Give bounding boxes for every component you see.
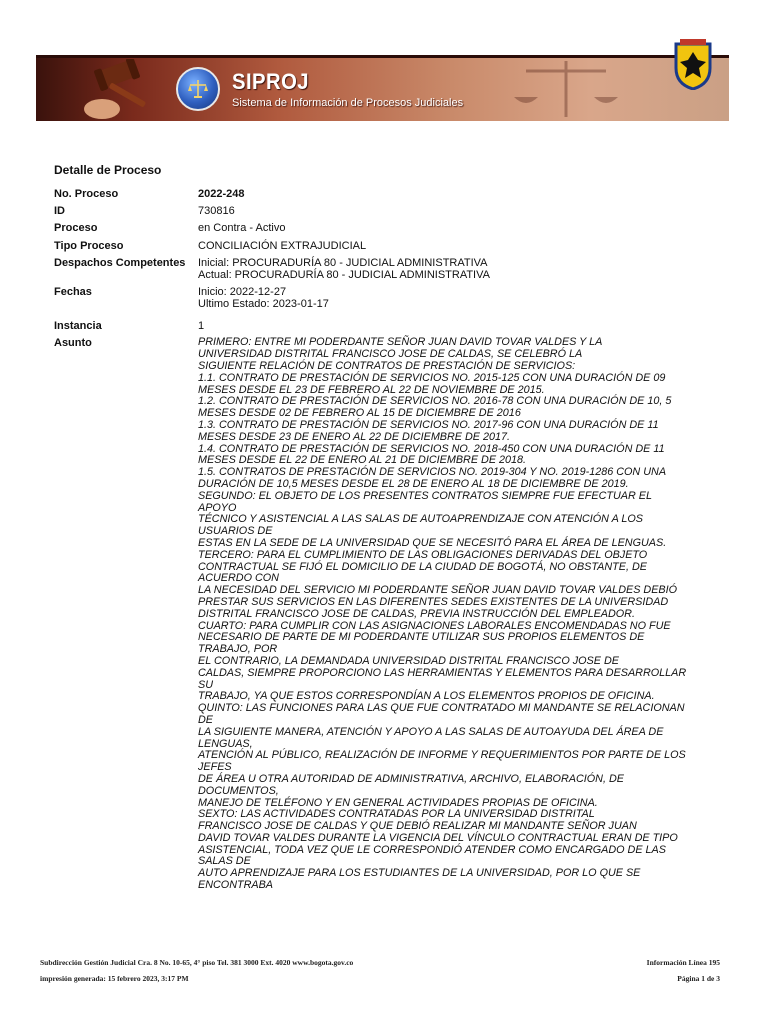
process-detail-table: [52, 188, 720, 892]
asunto-line: UNIVERSIDAD DISTRITAL FRANCISCO JOSE DE CALDAS, SE CELEBRÓ LA: [198, 348, 583, 361]
asunto-line: PRESTAR SUS SERVICIOS EN LAS DIFERENTES SEDES EXISTENTES DE LA UNIVERSIDAD: [198, 595, 669, 608]
asunto-line: ENCONTRABA: [198, 879, 273, 892]
asunto-line: TRABAJO, YA QUE ESTOS CORRESPONDÍAN A LOS ELEMENTOS PROPIOS DE OFICINA.: [198, 690, 655, 703]
field-label: Despachos Competentes: [54, 256, 186, 269]
asunto-line: SEGUNDO: EL OBJETO DE LOS PRESENTES CONTRATOS SIEMPRE FUE EFECTUAR EL: [198, 489, 652, 502]
asunto-line: DURACIÓN DE 10,5 MESES DESDE EL 28 DE ENERO AL 18 DE DICIEMBRE DE 2019.: [198, 477, 629, 490]
field-value: [198, 257, 720, 286]
field-value: [198, 320, 720, 337]
footer-info-line: Información Línea 195: [646, 958, 720, 967]
asunto-line: CONTRACTUAL SE FIJÓ EL DOMICILIO DE LA CIUDAD DE BOGOTÁ, NO OBSTANTE, DE: [198, 560, 647, 573]
asunto-line: LA SIGUIENTE MANERA, ATENCIÓN Y APOYO A LAS SALAS DE AUTOAYUDA DEL ÁREA DE: [198, 725, 664, 738]
asunto-line: SEXTO: LAS ACTIVIDADES CONTRATADAS POR LA UNIVERSIDAD DISTRITAL: [198, 808, 595, 821]
asunto-line: PRIMERO: ENTRE MI PODERDANTE SEÑOR JUAN DAVID TOVAR VALDES Y LA: [198, 336, 603, 349]
asunto-line: LENGUAS,: [198, 737, 253, 750]
asunto-text: [198, 337, 720, 891]
asunto-line: JEFES: [198, 761, 232, 774]
asunto-line: DAVID TOVAR VALDES DURANTE LA VIGENCIA DEL VÍNCULO CONTRACTUAL ERAN DE TIPO: [198, 831, 678, 844]
field-value-line: en Contra - Activo: [198, 222, 286, 235]
asunto-line: DOCUMENTOS,: [198, 784, 279, 797]
asunto-line: MESES DESDE 02 DE FEBRERO AL 15 DE DICIEMBRE DE 2016: [198, 407, 521, 420]
field-row-fechas: [52, 286, 720, 320]
field-label: Proceso: [54, 222, 98, 235]
field-value-line: 2022-248: [198, 188, 245, 200]
asunto-line: MANEJO DE TELÉFONO Y EN GENERAL ACTIVIDADES PROPIAS DE OFICINA.: [198, 796, 598, 809]
asunto-line: TRABAJO, POR: [198, 643, 278, 656]
field-value-line: Ultimo Estado: 2023-01-17: [198, 298, 329, 311]
asunto-line: DISTRITAL FRANCISCO JOSE DE CALDAS, PREVIA INSTRUCCIÓN DEL EMPLEADOR.: [198, 607, 635, 620]
asunto-line: 1.3. CONTRATO DE PRESTACIÓN DE SERVICIOS NO. 2017-96 CON UNA DURACIÓN DE 11: [198, 419, 659, 431]
asunto-line: EL CONTRARIO, LA DEMANDADA UNIVERSIDAD DISTRITAL FRANCISCO JOSE DE: [198, 654, 619, 667]
asunto-line: 1.1. CONTRATO DE PRESTACIÓN DE SERVICIOS NO. 2015-125 CON UNA DURACIÓN DE 09: [198, 371, 666, 384]
field-row-no-proceso: [52, 188, 720, 205]
asunto-line: 1.5. CONTRATOS DE PRESTACIÓN DE SERVICIOS NO. 2019-304 Y NO. 2019-1286 CON UNA: [198, 466, 667, 479]
field-value-line: 1: [198, 320, 205, 333]
bogota-coat-of-arms-icon: [672, 38, 714, 90]
field-value: [198, 205, 720, 222]
asunto-line: SALAS DE: [198, 855, 251, 868]
field-row-proceso: [52, 222, 720, 239]
field-row-id: [52, 205, 720, 222]
field-value: [198, 286, 720, 320]
asunto-line: MESES DESDE EL 23 DE FEBRERO AL 22 DE NOVIEMBRE DE 2015.: [198, 383, 545, 396]
field-row-instancia: [52, 320, 720, 337]
asunto-line: ESTAS EN LA SEDE DE LA UNIVERSIDAD QUE SE NECESITÓ PARA EL ÁREA DE LENGUAS.: [198, 536, 667, 549]
asunto-line: TERCERO: PARA EL CUMPLIMIENTO DE LAS OBLIGACIONES DERIVADAS DEL OBJETO: [198, 548, 648, 561]
field-label: ID: [54, 205, 65, 218]
field-row-asunto: [52, 337, 720, 891]
page-title: Detalle de Proceso: [54, 163, 162, 177]
asunto-line: SU: [198, 678, 213, 691]
asunto-line: QUINTO: LAS FUNCIONES PARA LAS QUE FUE CONTRATADO MI MANDANTE SE RELACIONAN: [198, 702, 685, 715]
field-label: Fechas: [54, 286, 92, 299]
gavel-icon: [82, 59, 174, 121]
field-value-line: 730816: [198, 205, 235, 218]
field-value: [198, 240, 720, 257]
asunto-line: ACUERDO CON: [198, 572, 279, 585]
field-label: Asunto: [54, 337, 92, 350]
asunto-line: DE: [198, 713, 213, 726]
asunto-line: ASISTENCIAL, TODA VEZ QUE LE CORRESPONDIÓ ATENDER COMO ENCARGADO DE LAS: [198, 843, 666, 856]
field-label: No. Proceso: [54, 188, 119, 200]
footer-row-1: [40, 958, 720, 970]
field-label: Instancia: [54, 320, 102, 333]
asunto-line: FRANCISCO JOSE DE CALDAS Y QUE DEBIÓ REALIZAR MI MANDANTE SEÑOR JUAN: [198, 820, 637, 833]
asunto-line: DE ÁREA U OTRA AUTORIDAD DE ADMINISTRATIVA, ARCHIVO, ELABORACIÓN, DE: [198, 772, 624, 785]
footer-page-number: Página 1 de 3: [677, 974, 720, 983]
field-row-tipo-proceso: [52, 240, 720, 257]
field-value-line: CONCILIACIÓN EXTRAJUDICIAL: [198, 239, 367, 252]
asunto-line: 1.4. CONTRATO DE PRESTACIÓN DE SERVICIOS NO. 2018-450 CON UNA DURACIÓN DE 11: [198, 442, 665, 455]
asunto-line: SIGUIENTE RELACIÓN DE CONTRATOS DE PRESTACIÓN DE SERVICIOS:: [198, 360, 576, 373]
asunto-line: APOYO: [198, 501, 237, 514]
asunto-line: MESES DESDE 23 DE ENERO AL 22 DE DICIEMBRE DE 2017.: [198, 430, 511, 443]
brand-subtitle: Sistema de Información de Procesos Judiciales: [232, 97, 464, 109]
field-row-despachos: [52, 257, 720, 286]
field-value-line: Inicial: PROCURADURÍA 80 - JUDICIAL ADMINISTRATIVA: [198, 256, 488, 269]
field-value-line: Actual: PROCURADURÍA 80 - JUDICIAL ADMINISTRATIVA: [198, 269, 490, 282]
asunto-line: ATENCIÓN AL PÚBLICO, REALIZACIÓN DE INFORME Y REQUERIMIENTOS POR PARTE DE LOS: [198, 749, 686, 762]
asunto-line: CUARTO: PARA CUMPLIR CON LAS ASIGNACIONES LABORALES ENCOMENDADAS NO FUE: [198, 619, 671, 632]
brand-title: SIPROJ: [232, 69, 310, 94]
asunto-line: NECESARIO DE PARTE DE MI PODERDANTE UTILIZAR SUS PROPIOS ELEMENTOS DE: [198, 631, 645, 644]
asunto-line: USUARIOS DE: [198, 525, 273, 538]
asunto-line: 1.2. CONTRATO DE PRESTACIÓN DE SERVICIOS NO. 2016-78 CON UNA DURACIÓN DE 10, 5: [198, 395, 672, 408]
footer-row-2: [40, 974, 720, 986]
asunto-line: CALDAS, SIEMPRE PROPORCIONO LAS HERRAMIENTAS Y ELEMENTOS PARA DESARROLLAR: [198, 666, 687, 679]
field-value-line: Inicio: 2022-12-27: [198, 286, 287, 299]
siproj-seal-logo: [176, 67, 220, 111]
asunto-line: TÉCNICO Y ASISTENCIAL A LAS SALAS DE AUTOAPRENDIZAJE CON ATENCIÓN A LOS: [198, 513, 643, 526]
field-label: Tipo Proceso: [54, 239, 124, 252]
asunto-line: LA NECESIDAD DEL SERVICIO MI PODERDANTE SEÑOR JUAN DAVID TOVAR VALDES DEBIÓ: [198, 584, 677, 597]
field-value: [198, 222, 720, 239]
asunto-line: MESES DESDE EL 22 DE ENERO AL 21 DE DICIEMBRE DE 2018.: [198, 454, 527, 467]
scales-watermark-icon: [506, 57, 626, 121]
asunto-line: AUTO APRENDIZAJE PARA LOS ESTUDIANTES DE LA UNIVERSIDAD, POR LO QUE SE: [198, 867, 641, 880]
header-banner: [36, 55, 729, 121]
field-value: [198, 188, 720, 205]
footer-address: Subdirección Gestión Judicial Cra. 8 No. 10-65, 4° piso Tel. 381 3000 Ext. 4020 www.bogota.gov.co: [40, 958, 354, 967]
footer-printed-date: impresión generada: 15 febrero 2023, 3:17 PM: [40, 974, 189, 983]
